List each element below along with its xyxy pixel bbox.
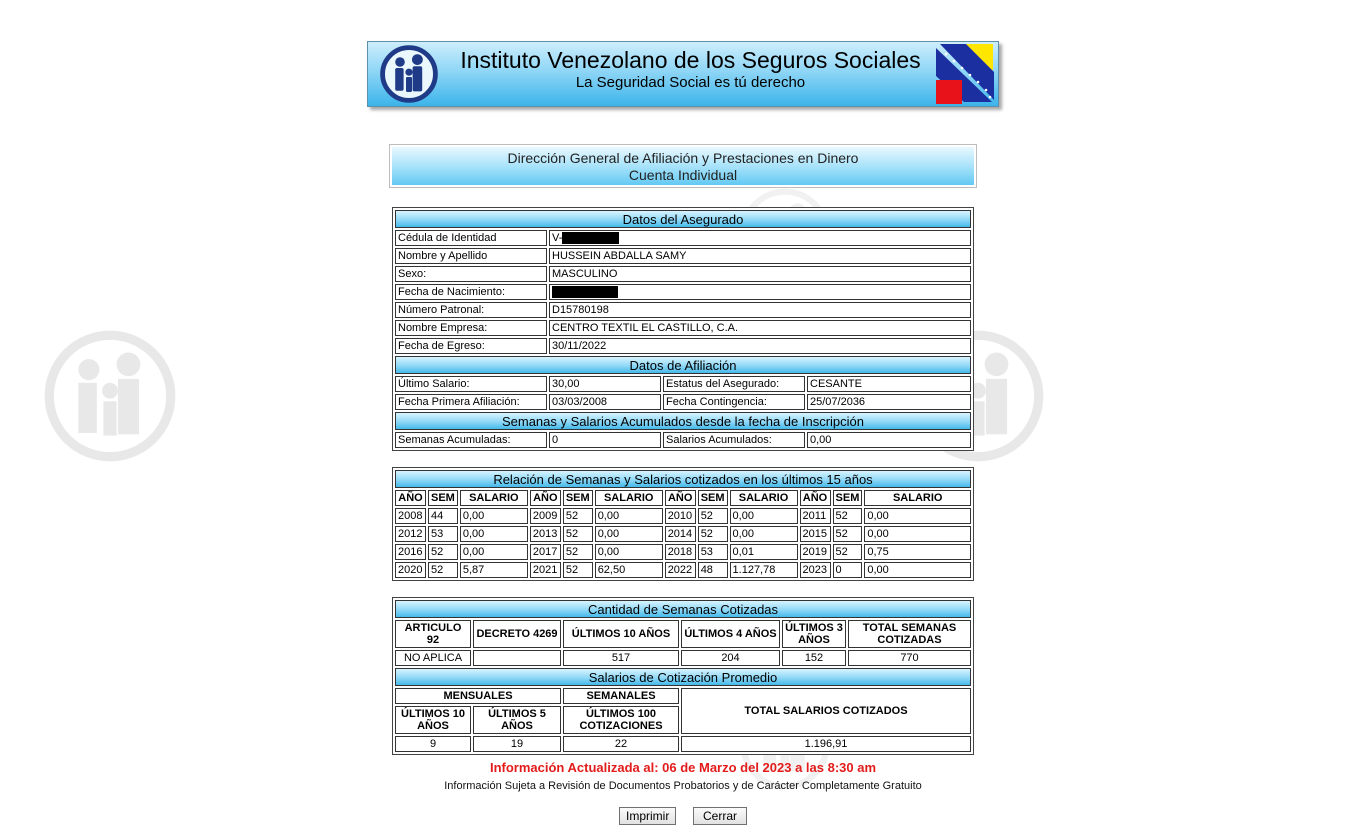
section-header: Cantidad de Semanas Cotizadas [395, 600, 971, 618]
column-group-header: MENSUALES [395, 688, 561, 704]
table-row [395, 248, 971, 264]
value-cell: 9 [395, 736, 471, 752]
weeks-cell: 52 [428, 544, 458, 560]
weeks-cell: 52 [563, 562, 593, 578]
value-cell: 19 [473, 736, 561, 752]
banner-title: Instituto Venezolano de los Seguros Sociales [460, 47, 921, 73]
column-header: DECRETO 4269 [473, 620, 561, 648]
field-value: CENTRO TEXTIL EL CASTILLO, C.A. [549, 320, 971, 336]
table-header-row [395, 688, 971, 704]
year-cell: 2020 [395, 562, 426, 578]
salary-cell: 0,00 [864, 526, 971, 542]
table-row [395, 338, 971, 354]
weeks-cell: 52 [833, 526, 863, 542]
header-banner [367, 41, 999, 107]
section-header: Relación de Semanas y Salarios cotizados en los últimos 15 años [395, 470, 971, 488]
table-row [395, 562, 971, 578]
salary-cell: 0,00 [460, 544, 528, 560]
column-header: ÚLTIMOS 3 AÑOS [782, 620, 846, 648]
column-header: TOTAL SEMANAS COTIZADAS [848, 620, 971, 648]
field-label: Fecha de Egreso: [395, 338, 547, 354]
value-cell: 517 [563, 650, 679, 666]
watermark-logo-icon [44, 330, 176, 462]
field-value: 30/11/2022 [549, 338, 971, 354]
field-label: Último Salario: [395, 376, 547, 392]
field-value: HUSSEIN ABDALLA SAMY [549, 248, 971, 264]
salary-cell: 0,00 [595, 508, 663, 524]
year-cell: 2011 [800, 508, 831, 524]
disclaimer-note: Información Sujeta a Revisión de Documentos Probatorios y de Carácter Completamente Gratuito [444, 780, 922, 792]
salary-cell: 0,00 [595, 544, 663, 560]
field-value: CESANTE [807, 376, 971, 392]
table-row [395, 320, 971, 336]
table-row [395, 736, 971, 752]
column-header: ÚLTIMOS 5 AÑOS [473, 706, 561, 734]
section-header: Semanas y Salarios Acumulados desde la fecha de Inscripción [395, 412, 971, 430]
column-header: SEM [698, 490, 728, 506]
salary-cell: 0,00 [864, 508, 971, 524]
weeks-cell: 52 [563, 544, 593, 560]
table-header-row [395, 490, 971, 506]
cantidad-semanas-table [392, 597, 974, 755]
column-group-header: SEMANALES [563, 688, 679, 704]
year-cell: 2010 [665, 508, 696, 524]
field-label: Cédula de Identidad [395, 230, 547, 246]
weeks-cell: 52 [563, 526, 593, 542]
field-label: Salarios Acumulados: [663, 432, 805, 448]
value-cell: 22 [563, 736, 679, 752]
year-cell: 2008 [395, 508, 426, 524]
value-cell: 1.196,91 [681, 736, 971, 752]
column-header: ÚLTIMOS 4 AÑOS [681, 620, 780, 648]
field-label: Número Patronal: [395, 302, 547, 318]
weeks-cell: 0 [833, 562, 863, 578]
datos-asegurado-table [392, 207, 974, 451]
table-row [395, 394, 971, 410]
column-header: SALARIO [730, 490, 798, 506]
year-cell: 2013 [530, 526, 561, 542]
column-header: ÚLTIMOS 100 COTIZACIONES [563, 706, 679, 734]
column-header: ÚLTIMOS 10 AÑOS [563, 620, 679, 648]
column-header: ARTICULO 92 [395, 620, 471, 648]
year-cell: 2015 [800, 526, 831, 542]
salary-cell: 0,00 [460, 508, 528, 524]
salary-cell: 0,00 [864, 562, 971, 578]
year-cell: 2019 [800, 544, 831, 560]
year-cell: 2014 [665, 526, 696, 542]
column-header: TOTAL SALARIOS COTIZADOS [681, 688, 971, 734]
salary-cell: 0,00 [730, 508, 798, 524]
field-label: Nombre y Apellido [395, 248, 547, 264]
year-cell: 2012 [395, 526, 426, 542]
field-label: Estatus del Asegurado: [663, 376, 805, 392]
table-row [395, 376, 971, 392]
section-header: Salarios de Cotización Promedio [395, 668, 971, 686]
weeks-cell: 52 [833, 508, 863, 524]
table-row [395, 266, 971, 282]
field-label: Semanas Acumuladas: [395, 432, 547, 448]
redacted-block [562, 232, 619, 244]
field-value: 0,00 [807, 432, 971, 448]
table-row [395, 284, 971, 300]
print-button[interactable]: Imprimir [619, 807, 676, 825]
value-cell: 770 [848, 650, 971, 666]
weeks-cell: 52 [563, 508, 593, 524]
section-header: Datos de Afiliación [395, 356, 971, 374]
column-header: SALARIO [864, 490, 971, 506]
column-header: SEM [833, 490, 863, 506]
salary-cell: 0,01 [730, 544, 798, 560]
field-value: 25/07/2036 [807, 394, 971, 410]
year-cell: 2021 [530, 562, 561, 578]
field-value: 0 [549, 432, 661, 448]
table-row [395, 230, 971, 246]
table-row [395, 508, 971, 524]
field-label: Fecha de Nacimiento: [395, 284, 547, 300]
page-heading [389, 144, 977, 188]
field-label: Fecha Primera Afiliación: [395, 394, 547, 410]
table-header-row [395, 620, 971, 648]
weeks-cell: 52 [833, 544, 863, 560]
value-cell: NO APLICA [395, 650, 471, 666]
year-cell: 2009 [530, 508, 561, 524]
value-cell [473, 650, 561, 666]
field-value: V- [549, 230, 971, 246]
weeks-cell: 52 [698, 508, 728, 524]
weeks-cell: 48 [698, 562, 728, 578]
weeks-cell: 52 [428, 562, 458, 578]
heading-line2: Cuenta Individual [628, 167, 738, 183]
relacion-semanas-table [392, 467, 974, 581]
year-cell: 2022 [665, 562, 696, 578]
year-cell: 2016 [395, 544, 426, 560]
weeks-cell: 52 [698, 526, 728, 542]
field-value: 03/03/2008 [549, 394, 661, 410]
table-row [395, 302, 971, 318]
salary-cell: 0,75 [864, 544, 971, 560]
weeks-cell: 53 [698, 544, 728, 560]
column-header: AÑO [395, 490, 426, 506]
column-header: AÑO [800, 490, 831, 506]
field-value: D15780198 [549, 302, 971, 318]
year-cell: 2017 [530, 544, 561, 560]
salary-cell: 0,00 [595, 526, 663, 542]
year-cell: 2018 [665, 544, 696, 560]
updated-notice: Información Actualizada al: 06 de Marzo del 2023 a las 8:30 am [489, 760, 877, 775]
year-cell: 2023 [800, 562, 831, 578]
field-value: 30,00 [549, 376, 661, 392]
weeks-cell: 53 [428, 526, 458, 542]
section-header: Datos del Asegurado [395, 210, 971, 228]
close-button[interactable]: Cerrar [693, 807, 747, 825]
value-cell: 152 [782, 650, 846, 666]
column-header: SEM [563, 490, 593, 506]
ivss-family-logo-icon [378, 44, 440, 104]
salary-cell: 0,00 [730, 526, 798, 542]
field-value [549, 284, 971, 300]
salary-cell: 1.127,78 [730, 562, 798, 578]
salary-cell: 62,50 [595, 562, 663, 578]
table-row [395, 544, 971, 560]
field-label: Fecha Contingencia: [663, 394, 805, 410]
salary-cell: 5,87 [460, 562, 528, 578]
column-header: SALARIO [460, 490, 528, 506]
venezuela-flag-icon [934, 42, 997, 106]
column-header: AÑO [530, 490, 561, 506]
banner-subtitle: La Seguridad Social es tú derecho [575, 74, 806, 91]
redacted-block [552, 286, 618, 298]
table-row [395, 526, 971, 542]
field-value: MASCULINO [549, 266, 971, 282]
table-row [395, 650, 971, 666]
salary-cell: 0,00 [460, 526, 528, 542]
weeks-cell: 44 [428, 508, 458, 524]
column-header: ÚLTIMOS 10 AÑOS [395, 706, 471, 734]
table-row [395, 432, 971, 448]
column-header: AÑO [665, 490, 696, 506]
column-header: SEM [428, 490, 458, 506]
field-label: Nombre Empresa: [395, 320, 547, 336]
heading-line1: Dirección General de Afiliación y Prestaciones en Dinero [507, 150, 859, 166]
field-label: Sexo: [395, 266, 547, 282]
column-header: SALARIO [595, 490, 663, 506]
value-cell: 204 [681, 650, 780, 666]
